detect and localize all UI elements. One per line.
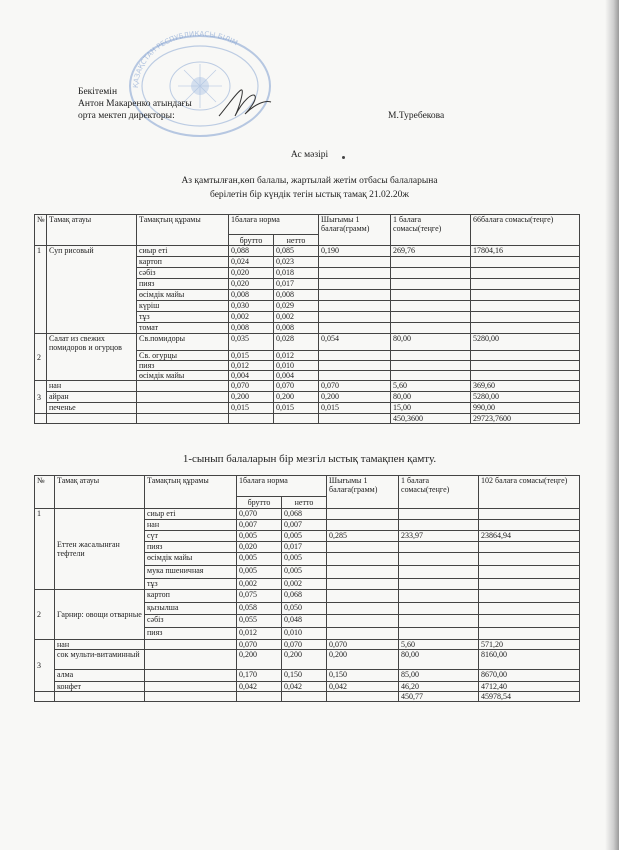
cell-cons xyxy=(319,268,391,279)
cell-cons xyxy=(319,323,391,334)
cell-ing: сәбіз xyxy=(137,268,229,279)
cell-cost1: 15,00 xyxy=(391,403,471,414)
cell-cost1 xyxy=(399,615,479,628)
cell-cost1: 5,60 xyxy=(399,640,479,650)
cell-net: 0,018 xyxy=(274,268,319,279)
cell-cost1 xyxy=(399,603,479,615)
cell-net: 0,005 xyxy=(282,531,327,542)
cell-ing: пияз xyxy=(137,361,229,371)
cell-cons xyxy=(319,351,391,361)
table-row xyxy=(35,590,580,603)
cell-gross: 0,030 xyxy=(229,301,274,312)
cell-gross: 0,012 xyxy=(237,628,282,640)
cell-dish: Суп рисовый xyxy=(47,246,137,334)
approval-label: Бекітемін xyxy=(78,87,118,97)
cell-net: 0,048 xyxy=(282,615,327,628)
cell-cons xyxy=(327,566,399,579)
cell-cost1 xyxy=(399,509,479,520)
cell-total xyxy=(471,351,580,361)
cell-gross: 0,005 xyxy=(237,553,282,566)
cell-gross: 0,070 xyxy=(237,509,282,520)
cell-ing xyxy=(137,403,229,414)
cell-gross xyxy=(229,414,274,424)
cell-ing: Св.помидоры xyxy=(137,334,229,351)
cell-dish: айран xyxy=(47,392,137,403)
cell-total xyxy=(471,279,580,290)
cell-net: 0,070 xyxy=(274,381,319,392)
cell-total: 29723,7600 xyxy=(471,414,580,424)
col-cost-total: 102 балаға сомасы(теңге) xyxy=(479,476,580,509)
cell-cost1 xyxy=(399,628,479,640)
cell-cost1 xyxy=(391,361,471,371)
cell-total: 8670,00 xyxy=(479,670,580,682)
cell-cons xyxy=(319,290,391,301)
cell-net: 0,042 xyxy=(282,682,327,692)
cell-cons xyxy=(327,603,399,615)
cell-gross: 0,008 xyxy=(229,323,274,334)
cell-dish: конфет xyxy=(55,682,145,692)
cell-total: 23864,94 xyxy=(479,531,580,542)
cell-cons xyxy=(327,579,399,590)
cell-cons xyxy=(327,542,399,553)
table-row xyxy=(35,381,580,392)
cell-cons xyxy=(319,257,391,268)
cell-cons xyxy=(319,414,391,424)
cell-gross: 0,200 xyxy=(237,650,282,670)
cell-cons xyxy=(319,371,391,381)
cell-net: 0,004 xyxy=(274,371,319,381)
cell-ing xyxy=(145,670,237,682)
cell-cons: 0,070 xyxy=(327,640,399,650)
col-consumption: Шығымы 1 балаға(грамм) xyxy=(319,215,391,246)
cell-ing: тұз xyxy=(145,579,237,590)
cell-total: 5280,00 xyxy=(471,334,580,351)
cell-net: 0,200 xyxy=(282,650,327,670)
cell-cost1 xyxy=(391,371,471,381)
cell-cost1: 450,3600 xyxy=(391,414,471,424)
cell-gross: 0,015 xyxy=(229,403,274,414)
cell-net: 0,085 xyxy=(274,246,319,257)
cell-cons xyxy=(327,590,399,603)
cell-cost1 xyxy=(391,351,471,361)
cell-net: 0,200 xyxy=(274,392,319,403)
cell-gross: 0,070 xyxy=(229,381,274,392)
cell-total xyxy=(471,312,580,323)
cell-gross: 0,200 xyxy=(229,392,274,403)
cell-cons: 0,285 xyxy=(327,531,399,542)
cell-no: 1 xyxy=(35,509,55,590)
cell-net: 0,012 xyxy=(274,351,319,361)
cell-gross: 0,004 xyxy=(229,371,274,381)
cell-ing: қызылша xyxy=(145,603,237,615)
cell-gross: 0,012 xyxy=(229,361,274,371)
cell-cost1: 85,00 xyxy=(399,670,479,682)
cell-net: 0,008 xyxy=(274,290,319,301)
cell-cost1 xyxy=(399,566,479,579)
cell-net: 0,029 xyxy=(274,301,319,312)
col-no: № xyxy=(35,215,47,246)
col-dish: Тамақ атауы xyxy=(47,215,137,246)
cell-ing xyxy=(137,381,229,392)
cell-gross: 0,075 xyxy=(237,590,282,603)
table-header-row xyxy=(35,215,580,235)
cell-total xyxy=(479,542,580,553)
cell-cons: 0,200 xyxy=(319,392,391,403)
cell-total xyxy=(471,268,580,279)
menu-table-1 xyxy=(34,214,580,424)
cell-ing: өсімдік майы xyxy=(137,290,229,301)
cell-dish xyxy=(47,414,137,424)
cell-cons xyxy=(327,553,399,566)
cell-cost1: 80,00 xyxy=(399,650,479,670)
col-composition: Тамақтың құрамы xyxy=(145,476,237,509)
cell-cost1: 80,00 xyxy=(391,392,471,403)
cell-total xyxy=(471,290,580,301)
col-norm: 1балаға норма xyxy=(229,215,319,235)
cell-net: 0,068 xyxy=(282,509,327,520)
cell-dish: алма xyxy=(55,670,145,682)
cell-net: 0,005 xyxy=(282,553,327,566)
table-row xyxy=(35,692,580,702)
cell-dish xyxy=(55,692,145,702)
cell-ing: пияз xyxy=(137,279,229,290)
cell-ing: мука пшеничная xyxy=(145,566,237,579)
cell-cons: 0,015 xyxy=(319,403,391,414)
cell-net: 0,023 xyxy=(274,257,319,268)
cell-cost1: 46,20 xyxy=(399,682,479,692)
cell-cost1: 5,60 xyxy=(391,381,471,392)
cell-no xyxy=(35,692,55,702)
cell-total: 369,60 xyxy=(471,381,580,392)
cell-total: 17804,16 xyxy=(471,246,580,257)
cell-net: 0,068 xyxy=(282,590,327,603)
cell-cost1: 233,97 xyxy=(399,531,479,542)
director-name: М.Туребекова xyxy=(388,111,445,121)
cell-ing xyxy=(137,414,229,424)
cell-gross: 0,007 xyxy=(237,520,282,531)
table-row xyxy=(35,392,580,403)
cell-gross xyxy=(237,692,282,702)
cell-net: 0,017 xyxy=(274,279,319,290)
menu-title: Ас мәзірі xyxy=(290,150,329,160)
cell-cons xyxy=(327,628,399,640)
cell-no: 1 xyxy=(35,246,47,334)
cell-gross: 0,005 xyxy=(237,566,282,579)
cell-total: 8160,00 xyxy=(479,650,580,670)
cell-total xyxy=(479,520,580,531)
cell-ing: пияз xyxy=(145,542,237,553)
cell-total: 990,00 xyxy=(471,403,580,414)
cell-net: 0,010 xyxy=(282,628,327,640)
cell-ing xyxy=(137,392,229,403)
table-row xyxy=(35,334,580,351)
cell-dish: печенье xyxy=(47,403,137,414)
cell-cost1 xyxy=(391,323,471,334)
cell-cons: 0,070 xyxy=(319,381,391,392)
col-consumption: Шығымы 1 балаға(грамм) xyxy=(327,476,399,509)
cell-cost1 xyxy=(391,279,471,290)
cell-net xyxy=(274,414,319,424)
cell-gross: 0,055 xyxy=(237,615,282,628)
cell-net: 0,010 xyxy=(274,361,319,371)
table-row xyxy=(35,414,580,424)
subtitle-line1: Аз қамтылған,көп балалы, жартылай жетім отбасы балаларына xyxy=(181,176,438,186)
cell-ing: өсімдік майы xyxy=(145,553,237,566)
cell-ing: тұз xyxy=(137,312,229,323)
cell-total xyxy=(479,579,580,590)
cell-net: 0,002 xyxy=(274,312,319,323)
cell-total xyxy=(471,371,580,381)
cell-gross: 0,020 xyxy=(229,268,274,279)
col-net: нетто xyxy=(282,497,327,509)
cell-cost1 xyxy=(391,268,471,279)
col-cost-total: 66балаға сомасы(теңге) xyxy=(471,215,580,246)
cell-ing: өсімдік майы xyxy=(137,371,229,381)
cell-gross: 0,020 xyxy=(229,279,274,290)
table-row xyxy=(35,640,580,650)
cell-total xyxy=(479,615,580,628)
cell-cons: 0,190 xyxy=(319,246,391,257)
cell-gross: 0,020 xyxy=(237,542,282,553)
cell-cost1 xyxy=(391,290,471,301)
cell-cons xyxy=(327,509,399,520)
cell-cost1: 450,77 xyxy=(399,692,479,702)
cell-ing xyxy=(145,682,237,692)
col-no: № xyxy=(35,476,55,509)
cell-dish: Салат из свежих помидоров и огурцов xyxy=(47,334,137,381)
cell-ing xyxy=(145,650,237,670)
col-gross: брутто xyxy=(229,235,274,246)
cell-no: 2 xyxy=(35,334,47,381)
cell-cost1 xyxy=(399,590,479,603)
col-composition: Тамақтың құрамы xyxy=(137,215,229,246)
cell-dish: Еттен жасалынған тефтели xyxy=(55,509,145,590)
table-row xyxy=(35,403,580,414)
cell-ing: нан xyxy=(145,520,237,531)
page-binding-shadow xyxy=(605,0,619,850)
cell-total: 571,20 xyxy=(479,640,580,650)
cell-cons xyxy=(319,361,391,371)
cell-cost1 xyxy=(391,312,471,323)
table-2-body xyxy=(35,509,580,702)
cell-gross: 0,170 xyxy=(237,670,282,682)
cell-cons: 0,054 xyxy=(319,334,391,351)
col-gross: брутто xyxy=(237,497,282,509)
cell-net: 0,150 xyxy=(282,670,327,682)
cell-total: 5280,00 xyxy=(471,392,580,403)
cell-cost1 xyxy=(391,301,471,312)
cell-ing: картоп xyxy=(145,590,237,603)
cell-total xyxy=(479,603,580,615)
cell-gross: 0,002 xyxy=(229,312,274,323)
table-row xyxy=(35,246,580,257)
cell-total: 45978,54 xyxy=(479,692,580,702)
cell-ing: Св. огурцы xyxy=(137,351,229,361)
school-name-line1: Антон Макаренко атындағы xyxy=(78,99,192,109)
cell-total xyxy=(471,361,580,371)
cell-dish: нан xyxy=(47,381,137,392)
menu-table-2 xyxy=(34,475,580,702)
cell-total xyxy=(471,257,580,268)
cell-total xyxy=(479,590,580,603)
cell-ing: картоп xyxy=(137,257,229,268)
cell-ing: сүт xyxy=(145,531,237,542)
cell-cost1 xyxy=(399,520,479,531)
cell-net: 0,028 xyxy=(274,334,319,351)
cell-cons: 0,150 xyxy=(327,670,399,682)
cell-gross: 0,015 xyxy=(229,351,274,361)
cell-ing: сиыр еті xyxy=(137,246,229,257)
section-2-title: 1-сынып балаларын бір мезгіл ыстық тамақпен қамту. xyxy=(182,453,437,465)
table-row xyxy=(35,670,580,682)
cell-cost1: 269,76 xyxy=(391,246,471,257)
cell-total xyxy=(479,628,580,640)
mark-dot xyxy=(342,156,345,159)
cell-net: 0,008 xyxy=(274,323,319,334)
cell-total xyxy=(471,323,580,334)
col-cost-one: 1 балаға сомасы(теңге) xyxy=(391,215,471,246)
cell-cons xyxy=(327,615,399,628)
cell-cost1 xyxy=(399,553,479,566)
cell-gross: 0,002 xyxy=(237,579,282,590)
table-1-body xyxy=(35,246,580,424)
cell-ing: томат xyxy=(137,323,229,334)
table-row xyxy=(35,650,580,670)
cell-gross: 0,070 xyxy=(237,640,282,650)
col-norm: 1балаға норма xyxy=(237,476,327,497)
cell-cons xyxy=(319,312,391,323)
cell-dish: нан xyxy=(55,640,145,650)
cell-net: 0,017 xyxy=(282,542,327,553)
col-cost-one: 1 балаға сомасы(теңге) xyxy=(399,476,479,509)
cell-total: 4712,40 xyxy=(479,682,580,692)
director-signature-icon xyxy=(215,86,275,122)
cell-cons xyxy=(319,301,391,312)
cell-ing: сәбіз xyxy=(145,615,237,628)
cell-cost1 xyxy=(391,257,471,268)
cell-gross: 0,005 xyxy=(237,531,282,542)
table-header-row xyxy=(35,476,580,497)
cell-total xyxy=(479,566,580,579)
cell-ing: сиыр еті xyxy=(145,509,237,520)
cell-ing xyxy=(145,640,237,650)
cell-cons: 0,200 xyxy=(327,650,399,670)
cell-cost1: 80,00 xyxy=(391,334,471,351)
school-name-line2: орта мектеп директоры: xyxy=(78,111,175,121)
cell-net: 0,070 xyxy=(282,640,327,650)
table-row xyxy=(35,509,580,520)
cell-gross: 0,088 xyxy=(229,246,274,257)
cell-cons xyxy=(327,520,399,531)
cell-net: 0,005 xyxy=(282,566,327,579)
cell-cost1 xyxy=(399,542,479,553)
cell-total xyxy=(471,301,580,312)
cell-no: 3 xyxy=(35,381,47,414)
cell-cons: 0,042 xyxy=(327,682,399,692)
cell-cost1 xyxy=(399,579,479,590)
cell-net: 0,015 xyxy=(274,403,319,414)
cell-gross: 0,042 xyxy=(237,682,282,692)
cell-net: 0,050 xyxy=(282,603,327,615)
cell-cons xyxy=(319,279,391,290)
col-dish: Тамақ атауы xyxy=(55,476,145,509)
cell-cons xyxy=(327,692,399,702)
svg-text:ҚАЗАҚСТАН РЕСПУБЛИКАСЫ БІЛІМ: ҚАЗАҚСТАН РЕСПУБЛИКАСЫ БІЛІМ xyxy=(131,30,239,89)
table-row xyxy=(35,682,580,692)
cell-ing: пияз xyxy=(145,628,237,640)
cell-ing xyxy=(145,692,237,702)
cell-no: 2 xyxy=(35,590,55,640)
cell-total xyxy=(479,553,580,566)
cell-total xyxy=(479,509,580,520)
cell-gross: 0,008 xyxy=(229,290,274,301)
cell-net xyxy=(282,692,327,702)
cell-no: 3 xyxy=(35,640,55,692)
cell-net: 0,002 xyxy=(282,579,327,590)
cell-dish: Гарнир: овощи отварные xyxy=(55,590,145,640)
cell-net: 0,007 xyxy=(282,520,327,531)
cell-ing: күріш xyxy=(137,301,229,312)
cell-gross: 0,024 xyxy=(229,257,274,268)
cell-dish: сок мульти-витаминный xyxy=(55,650,145,670)
cell-gross: 0,058 xyxy=(237,603,282,615)
cell-no xyxy=(35,414,47,424)
subtitle-line2: берілетін бір күндік тегін ыстық тамақ 21.02.20ж xyxy=(210,190,409,200)
cell-gross: 0,035 xyxy=(229,334,274,351)
col-net: нетто xyxy=(274,235,319,246)
